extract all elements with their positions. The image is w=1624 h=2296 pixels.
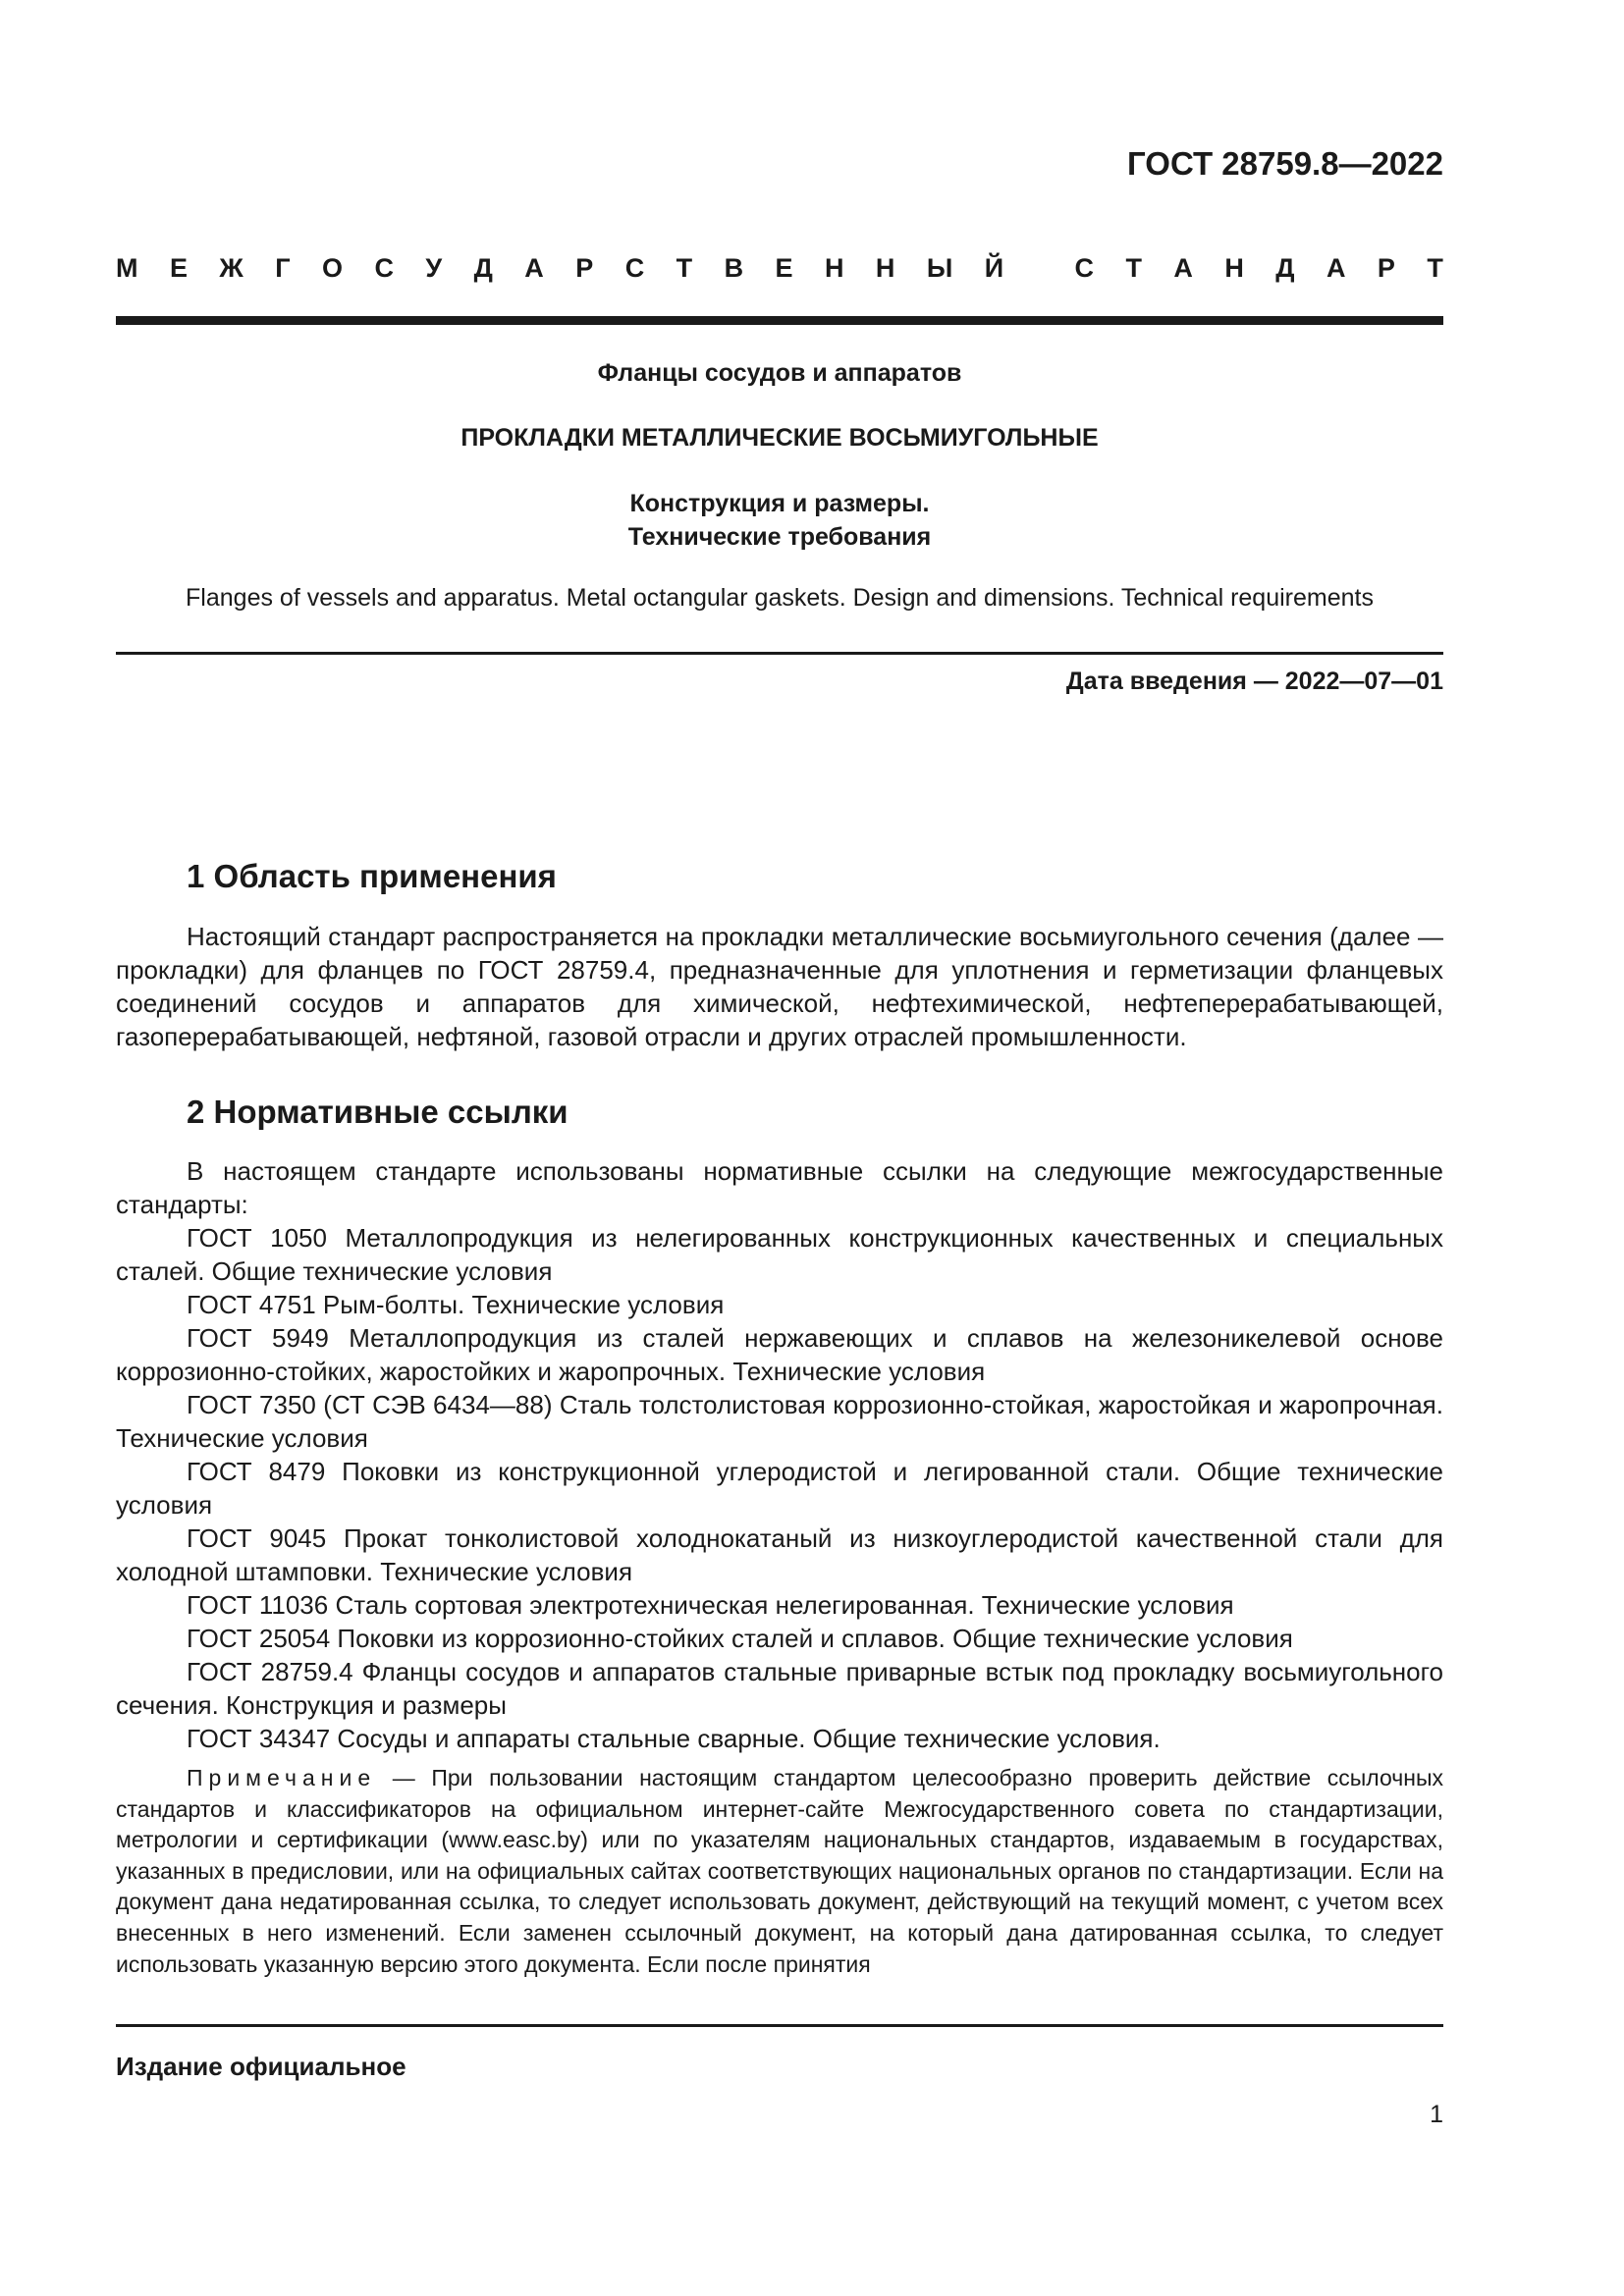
header-rule	[116, 316, 1443, 325]
reference-item: ГОСТ 7350 (СТ СЭВ 6434—88) Сталь толстолистовая коррозионно-стойкая, жаростойкая и жаропрочная. Технические условия	[116, 1390, 1443, 1453]
standard-type-banner	[116, 253, 1443, 284]
banner-letter: Т	[1125, 253, 1142, 283]
note-block	[116, 1763, 1443, 1980]
introduction-date: Дата введения — 2022—07—01	[1065, 667, 1443, 695]
banner-letter: Д	[1275, 253, 1295, 283]
section-2-heading: 2 Нормативные ссылки	[187, 1094, 568, 1130]
title-line-3b: Технические требования	[627, 523, 932, 551]
footer-rule	[116, 2024, 1443, 2027]
banner-letter: Ж	[219, 253, 244, 283]
banner-letter: Р	[1377, 253, 1395, 283]
banner-letter: Т	[1427, 253, 1443, 283]
section-2-references	[116, 1154, 1443, 1755]
banner-letter: Т	[676, 253, 693, 283]
title-line-1: Фланцы сосудов и аппаратов	[597, 359, 962, 387]
reference-item: ГОСТ 4751 Рым-болты. Технические условия	[187, 1290, 725, 1319]
reference-item: ГОСТ 8479 Поковки из конструкционной углеродистой и легированной стали. Общие технические условия	[116, 1457, 1443, 1520]
title-line-3a: Конструкция и размеры.	[629, 490, 930, 517]
banner-letter: А	[524, 253, 544, 283]
banner-letter: С	[624, 253, 645, 283]
reference-item: ГОСТ 9045 Прокат тонколистовой холоднокатаный из низкоуглеродистой качественной стали для холодной штамповки. Технические условия	[116, 1523, 1443, 1586]
banner-letter: А	[1173, 253, 1193, 283]
banner-letter: Г	[275, 253, 291, 283]
reference-item: ГОСТ 1050 Металлопродукция из нелегированных конструкционных качественных и специальных сталей. Общие технические условия	[116, 1223, 1443, 1286]
title-rule	[116, 652, 1443, 655]
banner-letter: Р	[575, 253, 594, 283]
section-1-body	[116, 920, 1443, 1053]
reference-item: ГОСТ 5949 Металлопродукция из сталей нержавеющих и сплавов на железоникелевой основе коррозионно-стойких, жаростойких и жаропрочных. Технические условия	[116, 1323, 1443, 1386]
section-1-heading: 1 Область применения	[187, 858, 557, 894]
title-line-2: ПРОКЛАДКИ МЕТАЛЛИЧЕСКИЕ ВОСЬМИУГОЛЬНЫЕ	[460, 424, 1099, 452]
note-text: — При пользовании настоящим стандартом целесообразно проверить действие ссылочных стандартов и классификаторов на официальном интернет-сайте Межгосударственного совета по стандартизации, метрологии и сертификации (www.easc.by) или по указателям национальных стандартов, издаваемым в государствах, указанных в предисловии, или на официальных сайтах соответствующих национальных органов по стандартизации. Если на документ дана недатированная ссылка, то следует использовать документ, действующий на текущий момент, с учетом всех внесенных в него изменений. Если заменен ссылочный документ, на который дана датированная ссылка, то следует использовать указанную версию этого документа. Если после принятия	[116, 1765, 1443, 1977]
document-code: ГОСТ 28759.8—2022	[1127, 145, 1443, 182]
banner-letter: А	[1326, 253, 1346, 283]
banner-letter: Е	[169, 253, 188, 283]
banner-letter: В	[724, 253, 744, 283]
note-paragraph	[116, 1763, 1443, 1980]
banner-letter: М	[116, 253, 138, 283]
note-label: Примечание	[187, 1765, 377, 1790]
banner-letter: О	[321, 253, 343, 283]
english-title: Flanges of vessels and apparatus. Metal octangular gaskets. Design and dimensions. Technical requirements	[186, 584, 1374, 612]
banner-letter: Ы	[926, 253, 953, 283]
reference-item: ГОСТ 28759.4 Фланцы сосудов и аппаратов стальные приварные встык под прокладку восьмиугольного сечения. Конструкция и размеры	[116, 1657, 1443, 1720]
banner-gap	[1036, 253, 1044, 284]
banner-letter: У	[425, 253, 443, 283]
section-2-intro: В настоящем стандарте использованы нормативные ссылки на следующие межгосударственные стандарты:	[116, 1156, 1443, 1219]
reference-item: ГОСТ 34347 Сосуды и аппараты стальные сварные. Общие технические условия.	[187, 1724, 1161, 1753]
official-edition-label: Издание официальное	[116, 2052, 406, 2081]
reference-item: ГОСТ 11036 Сталь сортовая электротехническая нелегированная. Технические условия	[187, 1590, 1234, 1620]
banner-letter: Д	[473, 253, 493, 283]
banner-letter: Е	[775, 253, 793, 283]
page-number: 1	[1430, 2101, 1443, 2128]
banner-letter: Й	[984, 253, 1004, 283]
banner-letter: Н	[824, 253, 844, 283]
banner-letter: Н	[875, 253, 895, 283]
banner-letter: Н	[1224, 253, 1244, 283]
banner-letter: С	[1074, 253, 1094, 283]
section-1-paragraph: Настоящий стандарт распространяется на прокладки металлические восьмиугольного сечения (далее — прокладки) для фланцев по ГОСТ 28759.4, предназначенные для уплотнения и герметизации фланцевых соединений сосудов и аппаратов для химической, нефтехимической, нефтеперерабатывающей, газоперерабатывающей, нефтяной, газовой отрасли и других отраслей промышленности.	[116, 922, 1443, 1051]
reference-item: ГОСТ 25054 Поковки из коррозионно-стойких сталей и сплавов. Общие технические условия	[187, 1624, 1293, 1653]
banner-letter: С	[374, 253, 394, 283]
